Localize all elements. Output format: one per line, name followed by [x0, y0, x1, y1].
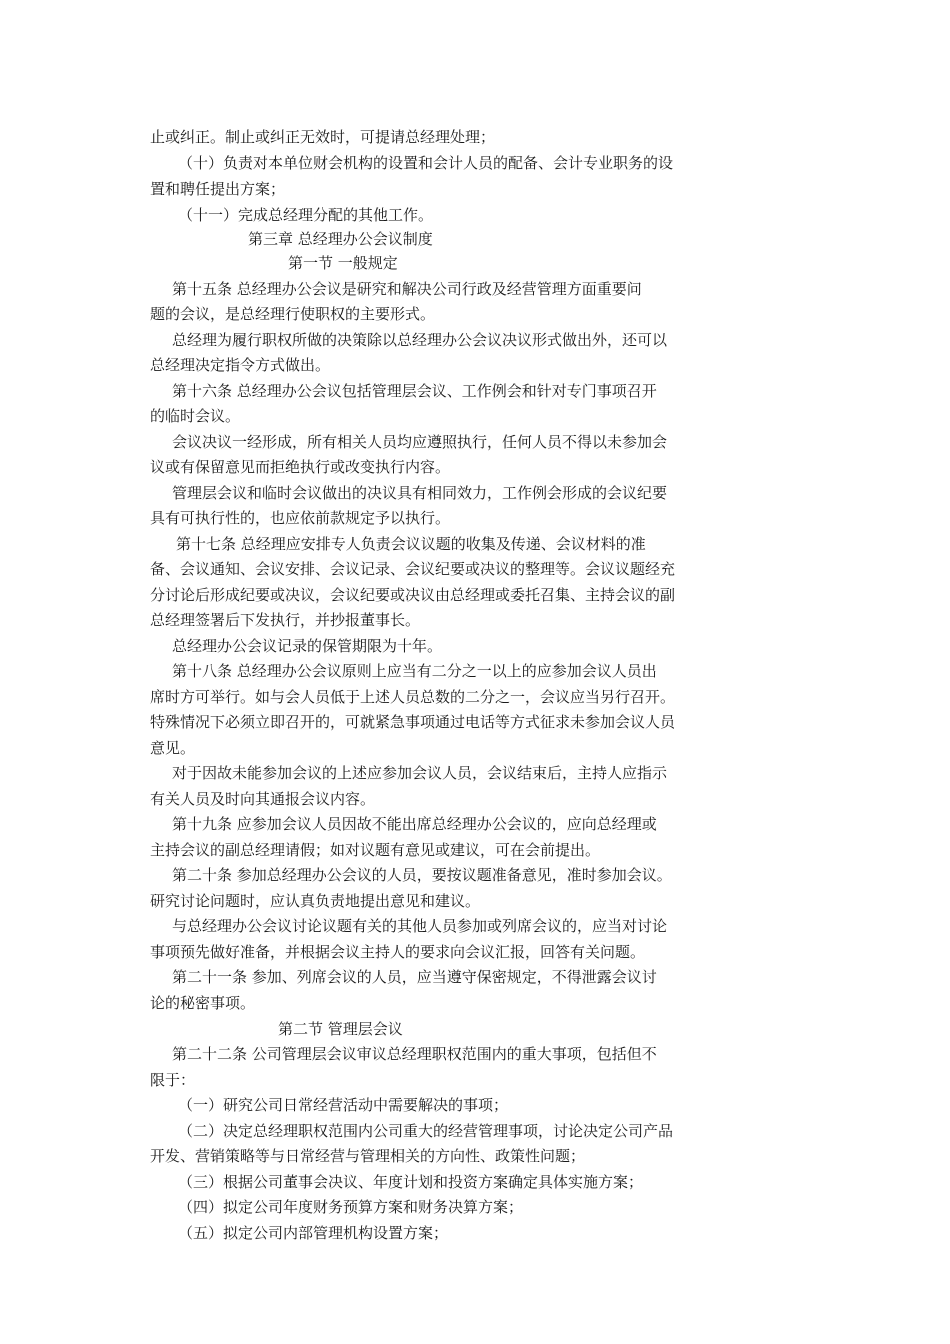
- text-line: （二）决定总经理职权范围内公司重大的经营管理事项，讨论决定公司产品: [178, 1122, 674, 1140]
- text-line: 第二十条 参加总经理办公会议的人员，要按议题准备意见，准时参加会议。: [172, 866, 672, 884]
- text-line: 开发、营销策略等与日常经营与管理相关的方向性、政策性问题；: [150, 1147, 586, 1165]
- text-line: 第二十一条 参加、列席会议的人员，应当遵守保密规定，不得泄露会议讨: [172, 968, 657, 986]
- text-line: （十）负责对本单位财会机构的设置和会计人员的配备、会计专业职务的设: [178, 154, 674, 172]
- text-line: 总经理办公会议记录的保管期限为十年。: [172, 637, 443, 655]
- text-line: 第十五条 总经理办公会议是研究和解决公司行政及经营管理方面重要问: [172, 280, 642, 298]
- text-line: 主持会议的副总经理请假；如对议题有意见或建议，可在会前提出。: [150, 841, 601, 859]
- text-line: 事项预先做好准备，并根据会议主持人的要求向会议汇报，回答有关问题。: [150, 943, 646, 961]
- text-line: 第十八条 总经理办公会议原则上应当有二分之一以上的应参加会议人员出: [172, 662, 657, 680]
- text-line: 意见。: [150, 739, 196, 757]
- text-line: 备、会议通知、会议安排、会议记录、会议纪要或决议的整理等。会议议题经充: [150, 560, 676, 578]
- text-line: （四）拟定公司年度财务预算方案和财务决算方案；: [178, 1198, 524, 1216]
- section-heading: 第一节 一般规定: [288, 254, 398, 272]
- text-line: 题的会议，是总经理行使职权的主要形式。: [150, 305, 436, 323]
- text-line: 总经理决定指令方式做出。: [150, 356, 331, 374]
- text-line: 管理层会议和临时会议做出的决议具有相同效力，工作例会形成的会议纪要: [172, 484, 668, 502]
- text-line: （五）拟定公司内部管理机构设置方案；: [178, 1224, 449, 1242]
- text-line: 具有可执行性的，也应依前款规定予以执行。: [150, 509, 451, 527]
- text-line: 席时方可举行。如与会人员低于上述人员总数的二分之一，会议应当另行召开。: [150, 688, 676, 706]
- text-line: 置和聘任提出方案；: [150, 180, 286, 198]
- text-line: 第十六条 总经理办公会议包括管理层会议、工作例会和针对专门事项召开: [172, 382, 657, 400]
- text-line: 止或纠正。制止或纠正无效时，可提请总经理处理；: [150, 128, 496, 146]
- text-line: （一）研究公司日常经营活动中需要解决的事项；: [178, 1096, 509, 1114]
- text-line: 限于：: [150, 1071, 196, 1089]
- text-line: （十一）完成总经理分配的其他工作。: [178, 206, 434, 224]
- text-line: 会议决议一经形成，所有相关人员均应遵照执行，任何人员不得以未参加会: [172, 433, 668, 451]
- text-line: 特殊情况下必须立即召开的，可就紧急事项通过电话等方式征求未参加会议人员: [150, 713, 676, 731]
- text-line: 分讨论后形成纪要或决议，会议纪要或决议由总经理或委托召集、主持会议的副: [150, 586, 676, 604]
- text-line: 总经理为履行职权所做的决策除以总经理办公会议决议形式做出外，还可以: [172, 331, 668, 349]
- text-line: 第二十二条 公司管理层会议审议总经理职权范围内的重大事项，包括但不: [172, 1045, 657, 1063]
- text-line: 第十七条 总经理应安排专人负责会议议题的收集及传递、会议材料的准: [176, 535, 646, 553]
- chapter-heading: 第三章 总经理办公会议制度: [248, 230, 433, 248]
- text-line: 与总经理办公会议讨论议题有关的其他人员参加或列席会议的，应当对讨论: [172, 917, 668, 935]
- text-line: 研究讨论问题时，应认真负责地提出意见和建议。: [150, 892, 481, 910]
- text-line: （三）根据公司董事会决议、年度计划和投资方案确定具体实施方案；: [178, 1173, 644, 1191]
- text-line: 的临时会议。: [150, 407, 241, 425]
- section-heading: 第二节 管理层会议: [278, 1020, 403, 1038]
- text-line: 议或有保留意见而拒绝执行或改变执行内容。: [150, 458, 451, 476]
- text-line: 总经理签署后下发执行，并抄报董事长。: [150, 611, 421, 629]
- text-line: 有关人员及时向其通报会议内容。: [150, 790, 376, 808]
- text-line: 对于因故未能参加会议的上述应参加会议人员，会议结束后，主持人应指示: [172, 764, 668, 782]
- text-line: 第十九条 应参加会议人员因故不能出席总经理办公会议的，应向总经理或: [172, 815, 657, 833]
- text-line: 论的秘密事项。: [150, 994, 256, 1012]
